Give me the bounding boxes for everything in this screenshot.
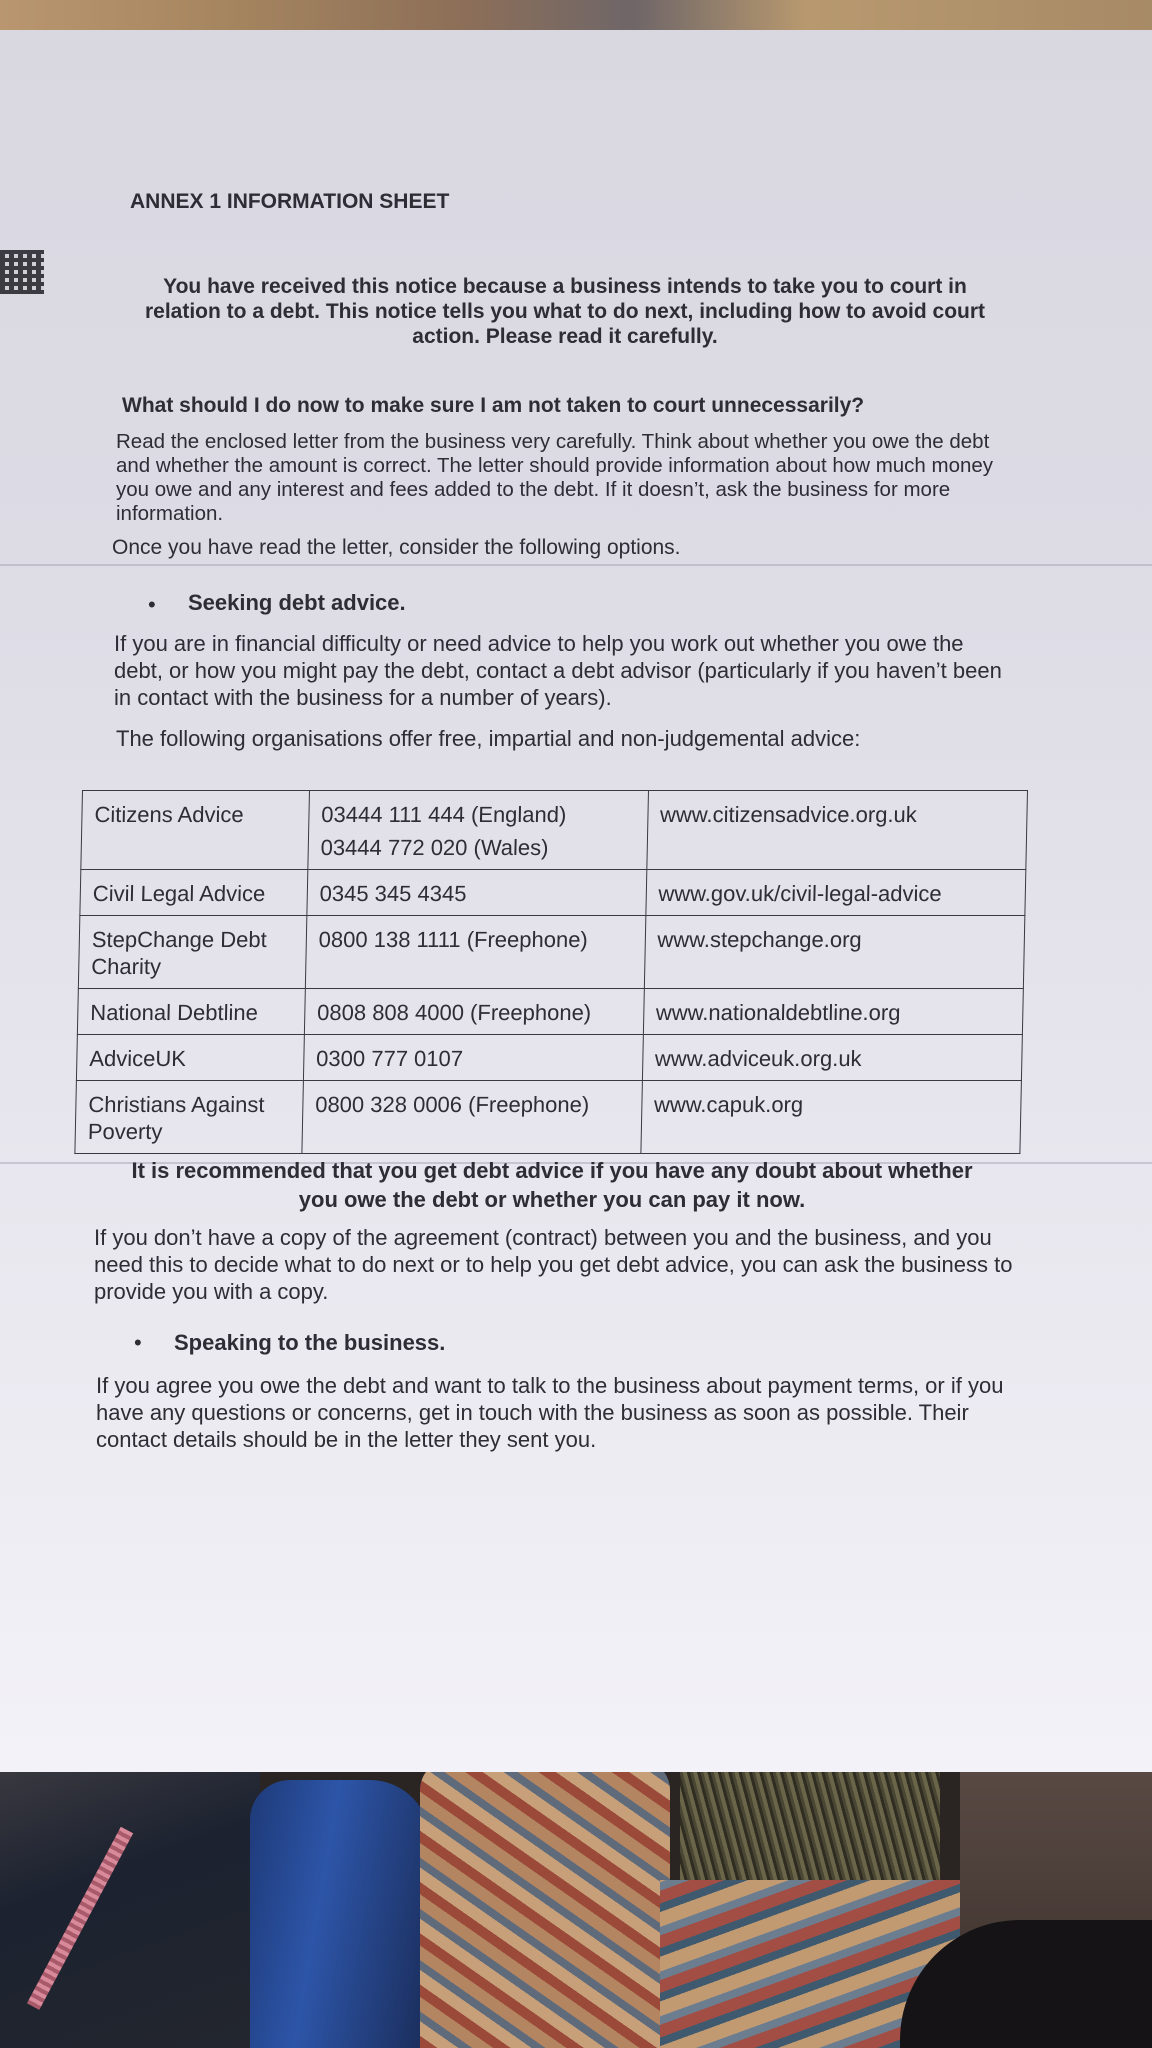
org-phone: 0808 808 4000 (Freephone) (304, 989, 644, 1035)
org-website: www.stepchange.org (644, 916, 1025, 989)
agreement-paragraph: If you don’t have a copy of the agreement (contract) between you and the business, and you need this to decide what to do next or to help you get debt advice, you can ask the business to provide you with a copy. (94, 1225, 1013, 1304)
org-website: www.adviceuk.org.uk (642, 1035, 1022, 1081)
once-read-line: Once you have read the letter, consider the following options. (112, 536, 681, 559)
org-website: www.citizensadvice.org.uk (646, 791, 1027, 870)
org-phone-england: 03444 111 444 (England) (321, 802, 567, 827)
org-name: Citizens Advice (81, 791, 309, 870)
table-row (80, 870, 1026, 916)
table-row (75, 1081, 1022, 1154)
blue-fabric (250, 1780, 430, 2048)
org-name: Civil Legal Advice (80, 870, 308, 916)
table-row (77, 989, 1023, 1035)
org-phone: 0300 777 0107 (303, 1035, 643, 1081)
org-website: www.capuk.org (640, 1081, 1021, 1154)
org-phone: 0800 138 1111 (Freephone) (305, 916, 645, 989)
org-website: www.gov.uk/civil-legal-advice (645, 870, 1025, 916)
org-phone (308, 791, 648, 870)
table-row (81, 791, 1028, 870)
org-name: National Debtline (77, 989, 305, 1035)
rolled-rug (420, 1760, 670, 2048)
table-row (78, 916, 1025, 989)
org-name: StepChange Debt Charity (78, 916, 306, 989)
org-phone: 0800 328 0006 (Freephone) (302, 1081, 642, 1154)
org-name: Christians Against Poverty (75, 1081, 303, 1154)
question-heading: What should I do now to make sure I am not taken to court unnecessarily? (122, 394, 865, 417)
intro-notice: You have received this notice because a business intends to take you to court in relation to a debt. This notice tells you what to do next, including how to avoid court action. Please read it carefully. (144, 275, 986, 348)
org-phone-wales: 03444 772 020 (Wales) (320, 835, 549, 860)
organisations-intro: The following organisations offer free, impartial and non-judgemental advice: (116, 726, 861, 751)
wooden-surface-top (0, 0, 1152, 34)
table-row (76, 1035, 1022, 1081)
speaking-business-heading: Speaking to the business. (174, 1330, 446, 1355)
org-name: AdviceUK (76, 1035, 304, 1081)
seeking-advice-heading: Seeking debt advice. (188, 590, 406, 615)
paper-fold (0, 564, 1152, 566)
organisations-table (74, 790, 1028, 1154)
question-body: Read the enclosed letter from the business very carefully. Think about whether you owe the debt and whether the amount is correct. The letter should provide information about how much money you owe and any interest and fees added to the debt. If it doesn’t, ask the business for more information. (116, 430, 994, 525)
bullet-icon: • (134, 1330, 142, 1355)
speaking-business-body: If you agree you owe the debt and want to talk to the business about payment terms, or if you have any questions or concerns, get in touch with the business as soon as possible. Their contact details should be in the letter they sent you. (96, 1373, 1004, 1452)
org-phone: 0345 345 4345 (307, 870, 647, 916)
bullet-icon: • (148, 592, 156, 617)
qr-code-icon (0, 250, 44, 294)
seeking-advice-body: If you are in financial difficulty or need advice to help you work out whether you owe the debt, or how you might pay the debt, contact a debt advisor (particularly if you haven’t been in contact with the business for a number of years). (114, 631, 1002, 710)
rug-fringe (680, 1770, 940, 1890)
org-website: www.nationaldebtline.org (643, 989, 1023, 1035)
document-title: ANNEX 1 INFORMATION SHEET (130, 190, 450, 213)
recommendation-notice: It is recommended that you get debt advice if you have any doubt about whether you owe the debt or whether you can pay it now. (131, 1158, 973, 1212)
